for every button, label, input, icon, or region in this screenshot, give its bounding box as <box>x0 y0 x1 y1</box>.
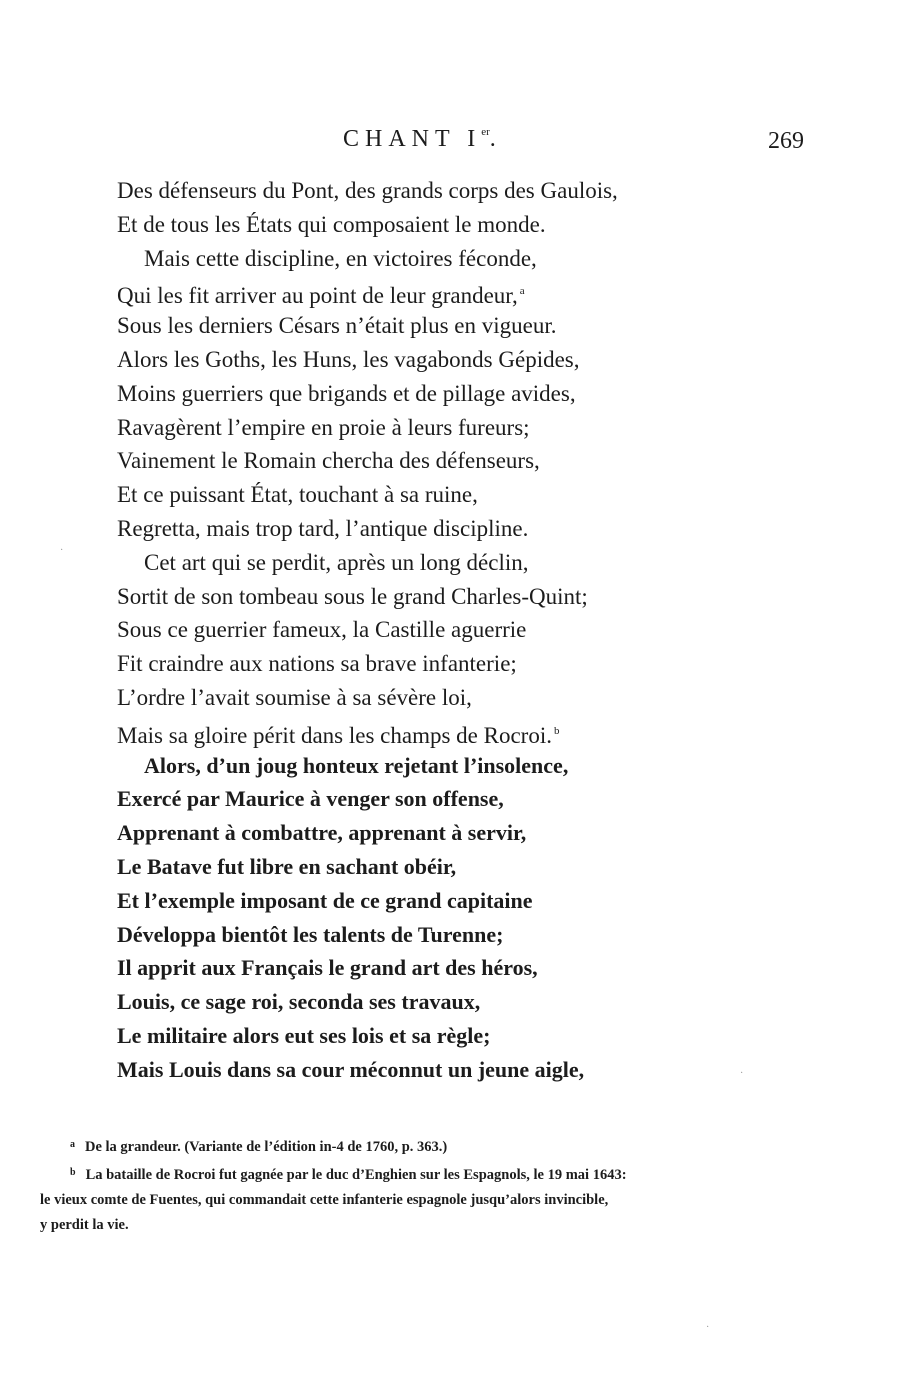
footnote-a-mark: a <box>70 1139 75 1150</box>
verse-line-17-text: Mais sa gloire périt dans les champs de Rocroi. <box>117 722 552 748</box>
verse-line-8: Ravagèrent l’empire en proie à leurs fureurs; <box>117 414 530 440</box>
verse-line-15: Fit craindre aux nations sa brave infanterie; <box>117 651 517 677</box>
ink-speck: · <box>60 545 64 556</box>
verse-line-19: Exercé par Maurice à venger son offense, <box>117 786 504 812</box>
verse-line-26: Le militaire alors eut ses lois et sa règle; <box>117 1022 491 1048</box>
footnotes <box>40 1132 820 1238</box>
footnote-ref-b[interactable]: b <box>553 724 560 737</box>
verse-block <box>117 174 757 1087</box>
footnote-b <box>40 1160 820 1188</box>
running-head <box>0 126 900 158</box>
verse-line-27: Mais Louis dans sa cour méconnut un jeune aigle, <box>117 1056 585 1082</box>
verse-line-23: Développa bientôt les talents de Turenne; <box>117 921 504 947</box>
chapter-heading-superscript: er <box>481 126 490 138</box>
verse-line-17 <box>117 715 757 749</box>
footnote-b-line-1: La bataille de Rocroi fut gagnée par le duc d’Enghien sur les Espagnols, le 19 mai 1643: <box>85 1167 627 1183</box>
verse-line-5: Sous les derniers Césars n’était plus en vigueur. <box>117 313 557 339</box>
verse-line-10: Et ce puissant État, touchant à sa ruine, <box>117 482 478 508</box>
verse-line-16: L’ordre l’avait soumise à sa sévère loi, <box>117 684 472 710</box>
verse-line-4 <box>117 275 757 309</box>
page-number: 269 <box>768 128 804 154</box>
verse-line-9: Vainement le Romain chercha des défenseurs, <box>117 448 540 474</box>
verse-line-6: Alors les Goths, les Huns, les vagabonds Gépides, <box>117 346 580 372</box>
verse-line-21: Le Batave fut libre en sachant obéir, <box>117 853 457 879</box>
verse-line-22: Et l’exemple imposant de ce grand capitaine <box>117 887 533 913</box>
verse-line-18: Alors, d’un joug honteux rejetant l’insolence, <box>144 752 569 778</box>
ink-speck: · <box>740 1068 744 1079</box>
verse-line-14: Sous ce guerrier fameux, la Castille aguerrie <box>117 617 527 643</box>
chapter-heading-period: . <box>489 126 502 152</box>
verse-line-4-text: Qui les fit arriver au point de leur grandeur, <box>117 283 518 309</box>
footnote-ref-a[interactable]: a <box>519 285 525 298</box>
ink-speck: · <box>706 1322 710 1333</box>
verse-line-2: Et de tous les États qui composaient le monde. <box>117 211 546 237</box>
verse-line-12: Cet art qui se perdit, après un long déclin, <box>144 549 529 575</box>
verse-line-7: Moins guerriers que brigands et de pillage avides, <box>117 380 576 406</box>
footnote-a <box>40 1132 820 1160</box>
verse-line-11: Regretta, mais trop tard, l’antique discipline. <box>117 515 529 541</box>
verse-line-13: Sortit de son tombeau sous le grand Charles-Quint; <box>117 583 588 609</box>
footnote-b-line-2: le vieux comte de Fuentes, qui commandait cette infanterie espagnole jusqu’alors invincible, <box>40 1192 609 1208</box>
chapter-heading <box>343 126 502 153</box>
chapter-heading-text: CHANT I <box>343 126 482 152</box>
footnote-a-text: De la grandeur. (Variante de l’édition in-4 de 1760, p. 363.) <box>85 1139 448 1155</box>
verse-line-20: Apprenant à combattre, apprenant à servir, <box>117 820 527 846</box>
verse-line-25: Louis, ce sage roi, seconda ses travaux, <box>117 989 481 1015</box>
verse-line-24: Il apprit aux Français le grand art des héros, <box>117 955 538 981</box>
verse-line-3: Mais cette discipline, en victoires féconde, <box>144 245 537 271</box>
verse-line-1: Des défenseurs du Pont, des grands corps des Gaulois, <box>117 178 618 203</box>
footnote-b-line-3: y perdit la vie. <box>40 1217 129 1233</box>
footnote-b-mark: b <box>70 1167 76 1178</box>
